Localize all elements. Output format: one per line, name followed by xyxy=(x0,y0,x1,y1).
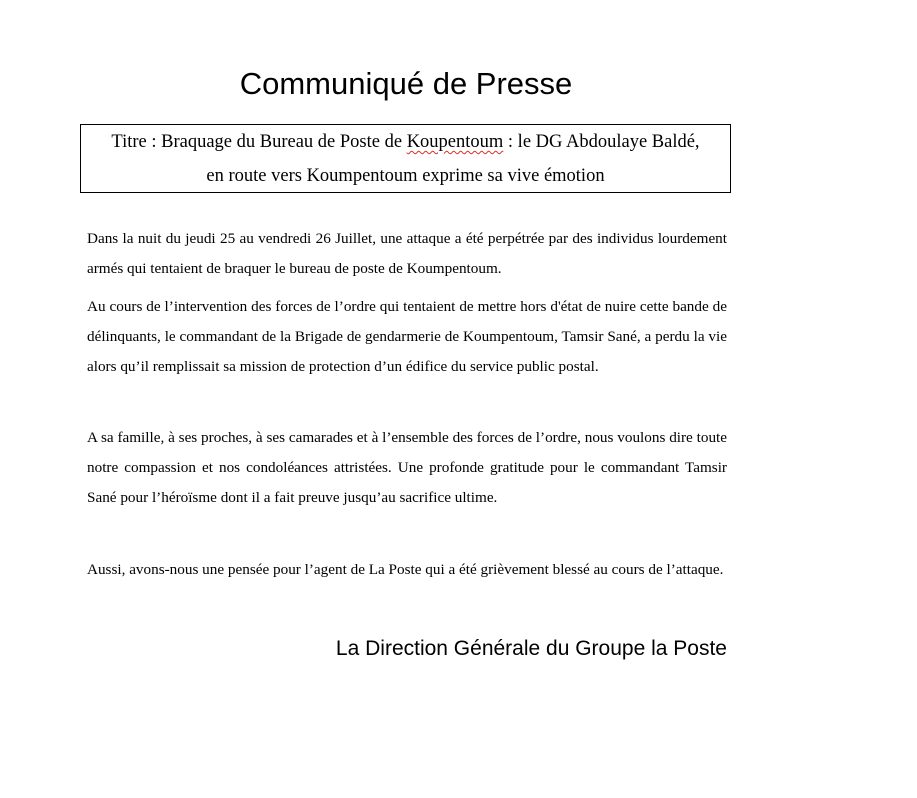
document-heading: Communiqué de Presse xyxy=(239,66,573,101)
title-line-2: en route vers Koumpentoum exprime sa vive émotion xyxy=(206,166,605,186)
paragraph-intervention: Au cours de l’intervention des forces de l’ordre qui tentaient de mettre hors d'état de nuire cette bande de délinquants, le commandant de la Brigade de gendarmerie de Koumpentoum, Tamsir Sané, a perdu la vie alors qu’il remplissait sa mission de protection d’un édifice du service public postal. xyxy=(87,298,727,375)
paragraph-condolences: A sa famille, à ses proches, à ses camarades et à l’ensemble des forces de l’ordre, nous voulons dire toute notre compassion et nos condoléances attristées. Une profonde gratitude pour le commandant Tamsir Sané pour l’héroïsme dont il a fait preuve jusqu’au sacrifice ultime. xyxy=(87,429,727,506)
title-line-1 xyxy=(81,125,730,159)
signature: La Direction Générale du Groupe la Poste xyxy=(335,637,727,660)
title-text-before: Titre : Braquage du Bureau de Poste de xyxy=(111,132,407,152)
paragraph-attack: Dans la nuit du jeudi 25 au vendredi 26 Juillet, une attaque a été perpétrée par des individus lourdement armés qui tentaient de braquer le bureau de poste de Koumpentoum. xyxy=(87,230,727,277)
paragraph-injured-agent: Aussi, avons-nous une pensée pour l’agent de La Poste qui a été grièvement blessé au cours de l’attaque. xyxy=(87,561,724,578)
spellcheck-flagged-word: Koupentoum xyxy=(406,132,504,152)
title-box xyxy=(80,124,731,193)
title-text-after: : le DG Abdoulaye Baldé, xyxy=(503,132,700,152)
